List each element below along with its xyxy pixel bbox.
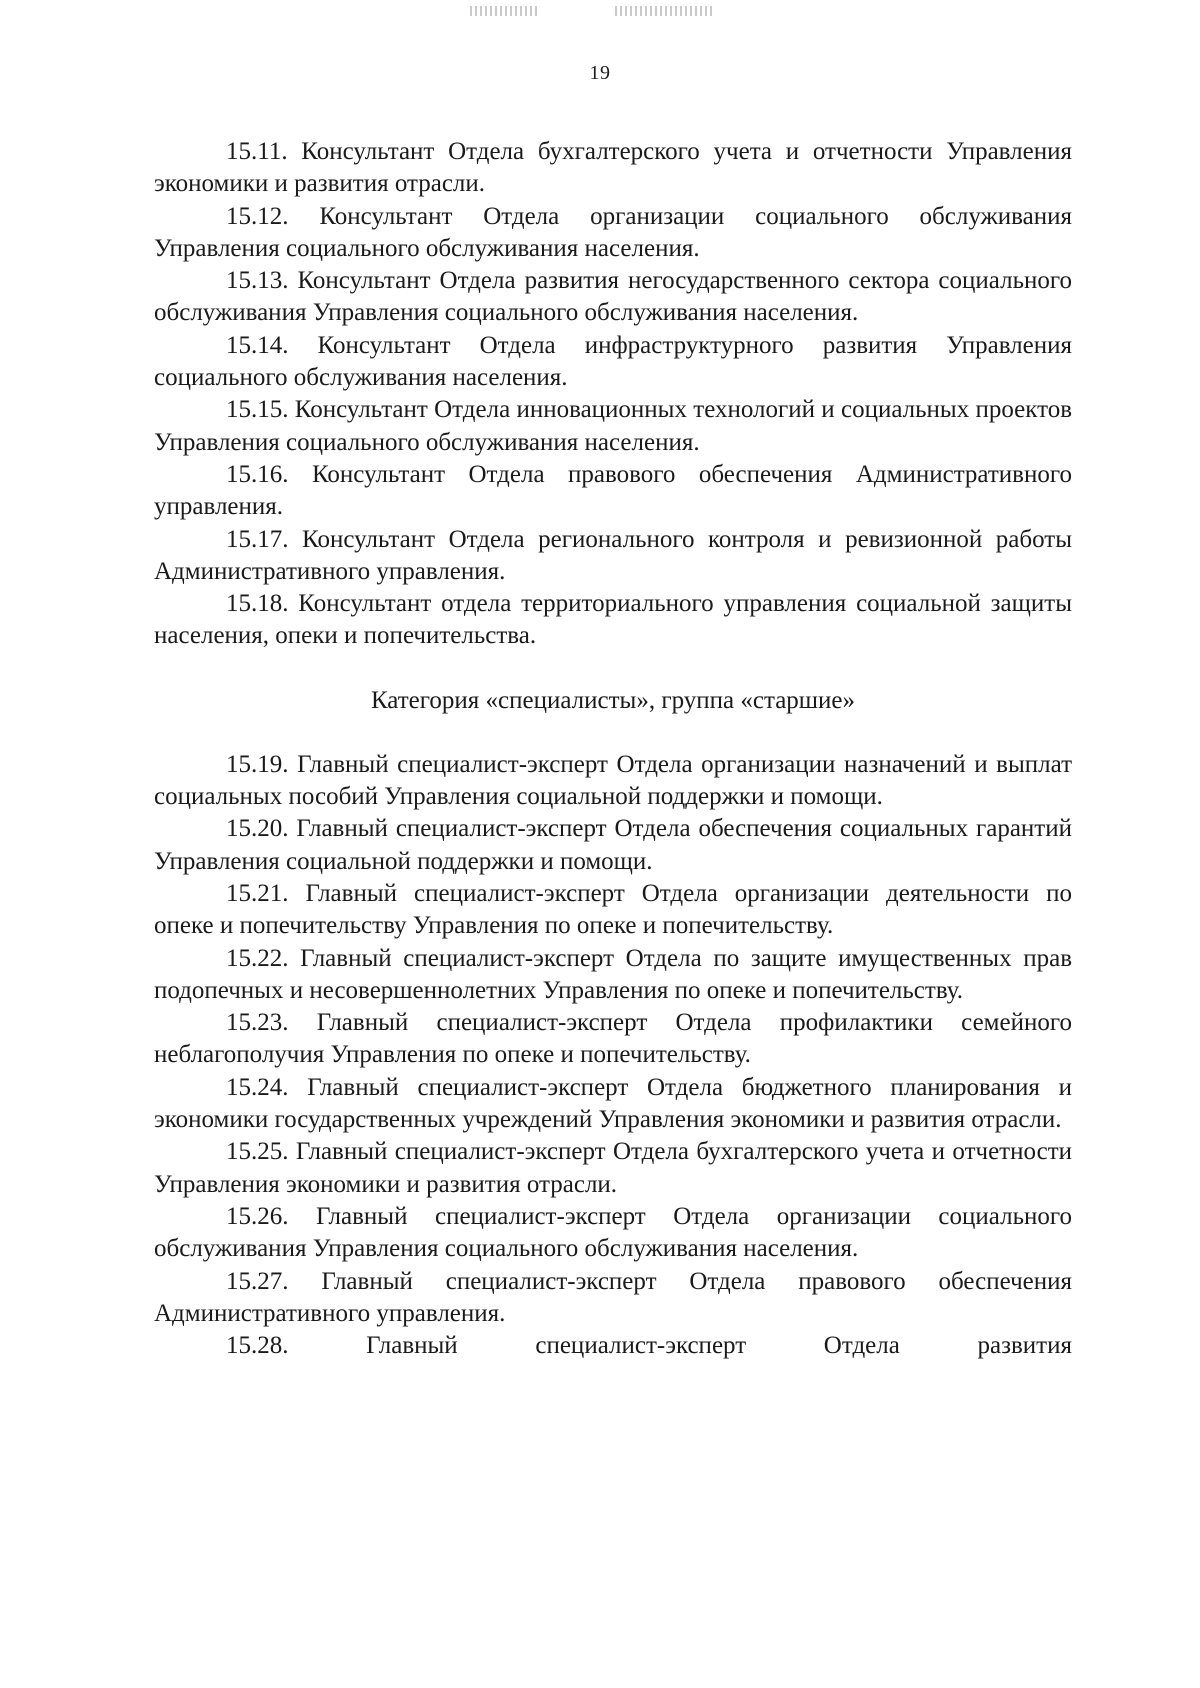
scan-artifact <box>470 6 540 16</box>
document-body <box>154 136 1072 1362</box>
page-number: 19 <box>589 62 611 84</box>
list-item: 15.16. Консультант Отдела правового обеспечения Административного управления. <box>154 460 1072 521</box>
list-item: 15.22. Главный специалист-эксперт Отдела по защите имущественных прав подопечных и несовершеннолетних Управления по опеке и попечительству. <box>154 944 1072 1004</box>
list-item: 15.20. Главный специалист-эксперт Отдела обеспечения социальных гарантий Управления социальной поддержки и помощи. <box>154 815 1072 875</box>
list-item: 15.19. Главный специалист-эксперт Отдела организации назначений и выплат социальных пособий Управления социальной поддержки и помощи. <box>154 750 1072 811</box>
list-item: 15.17. Консультант Отдела регионального контроля и ревизионной работы Административного управления. <box>154 525 1072 585</box>
list-item: 15.12. Консультант Отдела организации социального обслуживания Управления социального обслуживания населения. <box>154 202 1072 262</box>
list-item: 15.23. Главный специалист-эксперт Отдела профилактики семейного неблагополучия Управления по опеке и попечительству. <box>154 1009 1072 1069</box>
list-item: 15.18. Консультант отдела территориального управления социальной защиты населения, опеки и попечительства. <box>154 590 1072 650</box>
list-item: 15.24. Главный специалист-эксперт Отдела бюджетного планирования и экономики государственных учреждений Управления экономики и развития отрасли. <box>154 1073 1072 1134</box>
scan-artifact <box>615 6 715 16</box>
list-item: 15.21. Главный специалист-эксперт Отдела организации деятельности по опеке и попечительству Управления по опеке и попечительству. <box>154 879 1072 940</box>
list-item: 15.26. Главный специалист-эксперт Отдела организации социального обслуживания Управления социального обслуживания населения. <box>154 1202 1072 1263</box>
list-item: 15.11. Консультант Отдела бухгалтерского учета и отчетности Управления экономики и развития отрасли. <box>154 138 1072 198</box>
section-heading: Категория «специалисты», группа «старшие» <box>370 686 856 714</box>
list-item: 15.15. Консультант Отдела инновационных технологий и социальных проектов Управления социального обслуживания населения. <box>154 396 1072 456</box>
list-item: 15.14. Консультант Отдела инфраструктурного развития Управления социального обслуживания населения. <box>154 331 1072 392</box>
list-item: 15.28. Главный специалист-эксперт Отдела развития <box>226 1332 1072 1360</box>
list-item: 15.27. Главный специалист-эксперт Отдела правового обеспечения Административного управления. <box>154 1267 1072 1327</box>
list-item: 15.13. Консультант Отдела развития негосударственного сектора социального обслуживания Управления социального обслуживания населения. <box>154 267 1072 327</box>
list-item: 15.25. Главный специалист-эксперт Отдела бухгалтерского учета и отчетности Управления экономики и развития отрасли. <box>154 1138 1072 1198</box>
